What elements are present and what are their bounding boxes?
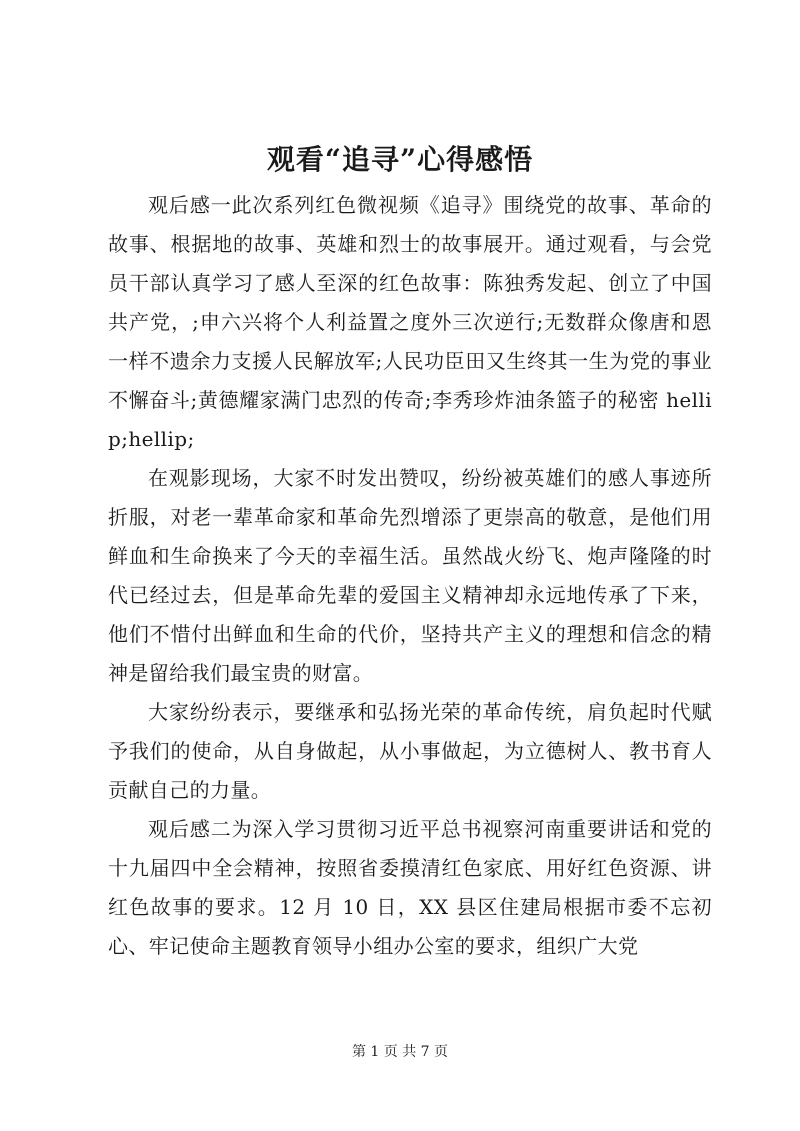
paragraph-3: 大家纷纷表示，要继承和弘扬光荣的革命传统，肩负起时代赋予我们的使命，从自身做起，从小事做起，为立德树人、教书育人贡献自己的力量。 <box>108 700 712 802</box>
paragraph-1: 观后感一此次系列红色微视频《追寻》围绕党的故事、革命的故事、根据地的故事、英雄和烈士的故事展开。通过观看，与会党员干部认真学习了感人至深的红色故事：陈独秀发起、创立了中国共产党，;申六兴将个人利益置之度外三次逆行;无数群众像唐和恩一样不遗余力支援人民解放军;人民功臣田又生终其一生为党的事业不懈奋斗;黄德耀家满门忠烈的传奇;李秀珍炸油条篮子的秘密 hellip;hellip; <box>108 193 712 451</box>
page-footer: 第 1 页 共 7 页 <box>351 1044 449 1060</box>
paragraph-4: 观后感二为深入学习贯彻习近平总书视察河南重要讲话和党的十九届四中全会精神，按照省委摸清红色家底、用好红色资源、讲红色故事的要求。12 月 10 日，XX 县区住建局根据市委不忘初心、牢记使命主题教育领导小组办公室的要求，组织广大党 <box>108 817 712 958</box>
paragraph-2: 在观影现场，大家不时发出赞叹，纷纷被英雄们的感人事迹所折服，对老一辈革命家和革命先烈增添了更崇高的敬意，是他们用鲜血和生命换来了今天的幸福生活。虽然战火纷飞、炮声隆隆的时代已经过去，但是革命先辈的爱国主义精神却永远地传承了下来，他们不惜付出鲜血和生命的代价，坚持共产主义的理想和信念的精神是留给我们最宝贵的财富。 <box>108 466 712 685</box>
document-body <box>108 186 712 966</box>
document-title: 观看“追寻”心得感悟 <box>266 143 534 176</box>
